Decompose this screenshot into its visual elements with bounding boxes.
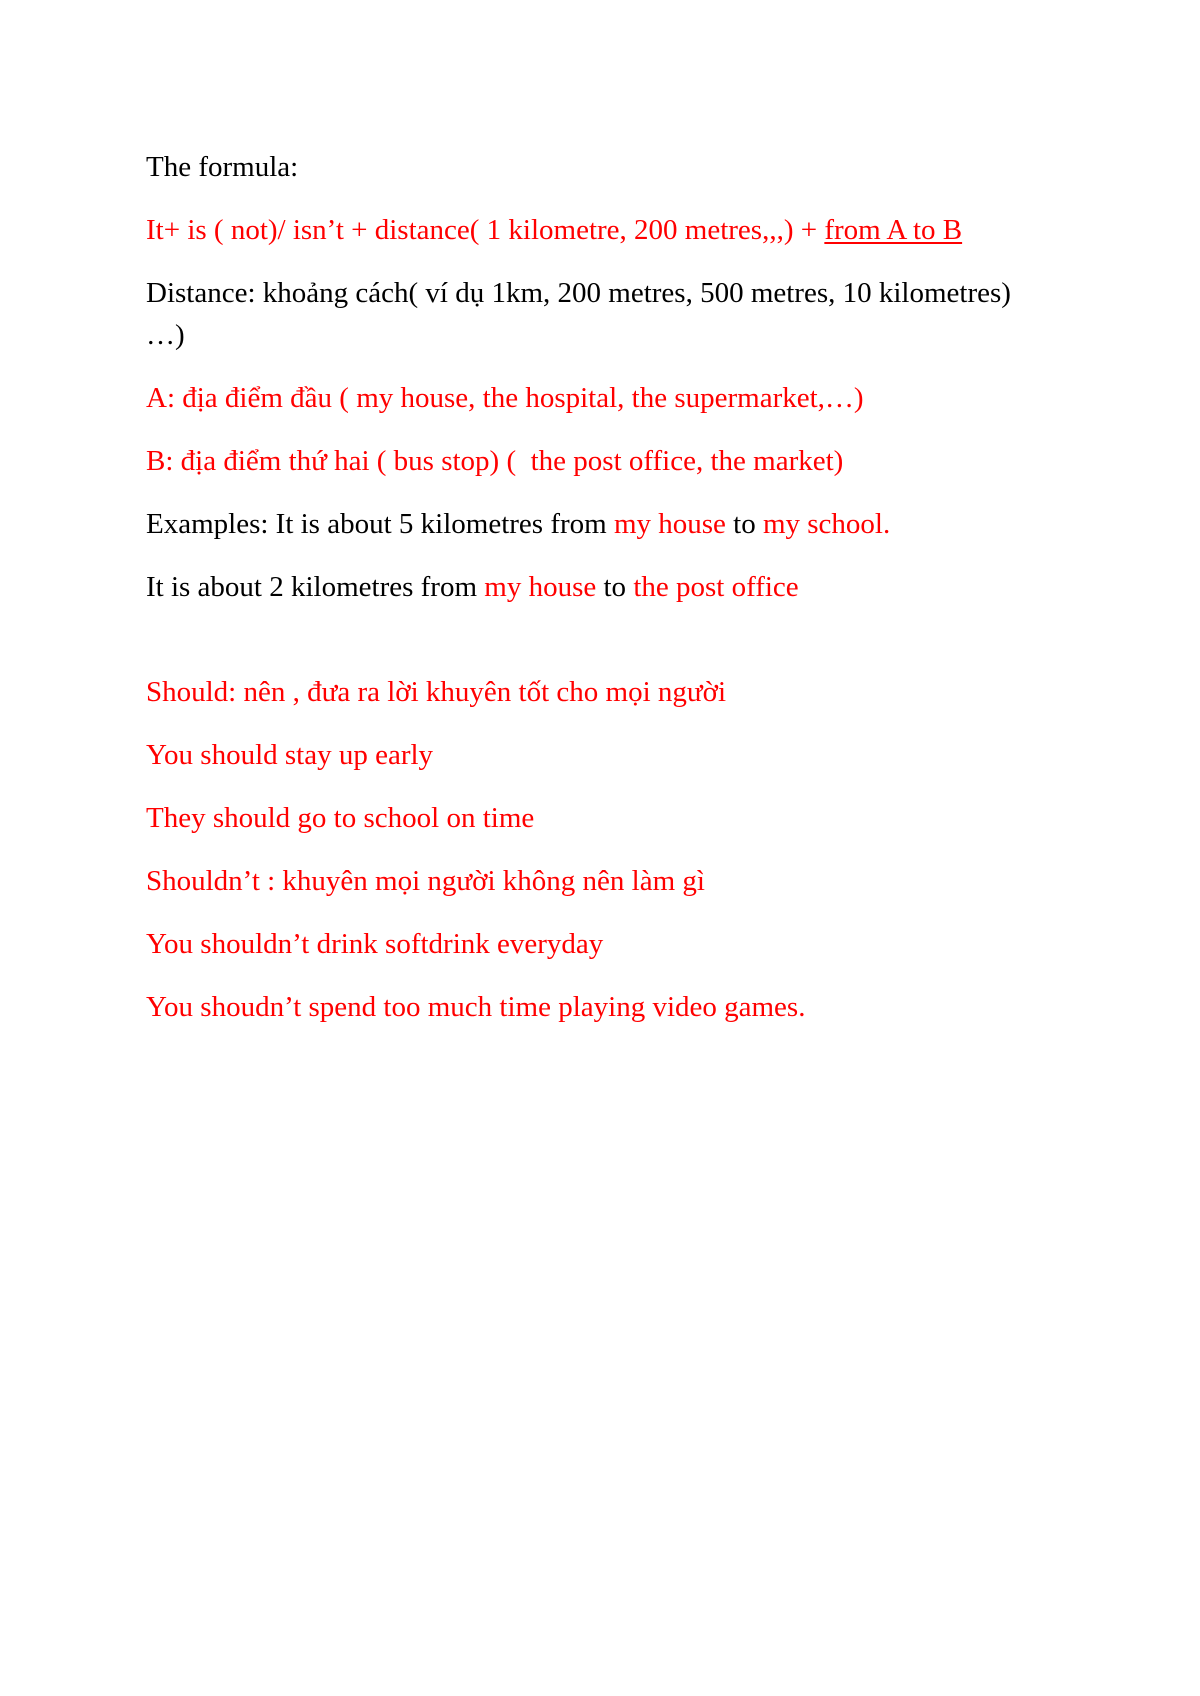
b-definition: B: địa điểm thứ hai ( bus stop) ( the post office, the market) (146, 445, 844, 477)
example-1-place-a: my house (613, 508, 726, 540)
shouldnt-example-1: You shouldn’t drink softdrink everyday (146, 928, 604, 960)
shouldnt-example-2: You shoudn’t spend too much time playing video games. (146, 991, 806, 1023)
example-2-place-a: my house (484, 571, 597, 603)
example-2-part-1: It is about 2 kilometres from (146, 571, 485, 603)
formula-line (146, 209, 1046, 251)
example-2-part-3: to (596, 571, 634, 603)
should-definition: Should: nên , đưa ra lời khuyên tốt cho mọi người (146, 676, 727, 708)
example-2-place-b: the post office (633, 571, 799, 603)
document-body (146, 146, 1046, 1049)
example-1-place-b: my school. (762, 508, 891, 540)
section-spacer (146, 629, 1046, 671)
formula-underlined-text: from A to B (824, 214, 963, 246)
distance-definition: Distance: khoảng cách( ví dụ 1km, 200 metres, 500 metres, 10 kilometres) …) (146, 277, 1026, 351)
a-definition: A: địa điểm đầu ( my house, the hospital, the supermarket,…) (146, 382, 864, 414)
formula-heading: The formula: (146, 151, 299, 183)
formula-main-text: It+ is ( not)/ isn’t + distance( 1 kilometre, 200 metres,,,) + (146, 214, 825, 246)
example-sentence-1 (146, 503, 1046, 545)
shouldnt-definition: Shouldn’t : khuyên mọi người không nên làm gì (146, 865, 705, 897)
example-sentence-2 (146, 566, 1046, 608)
example-1-part-3: to (725, 508, 763, 540)
example-1-part-1: Examples: It is about 5 kilometres from (146, 508, 614, 540)
should-example-1: You should stay up early (146, 739, 434, 771)
should-example-2: They should go to school on time (146, 802, 535, 834)
